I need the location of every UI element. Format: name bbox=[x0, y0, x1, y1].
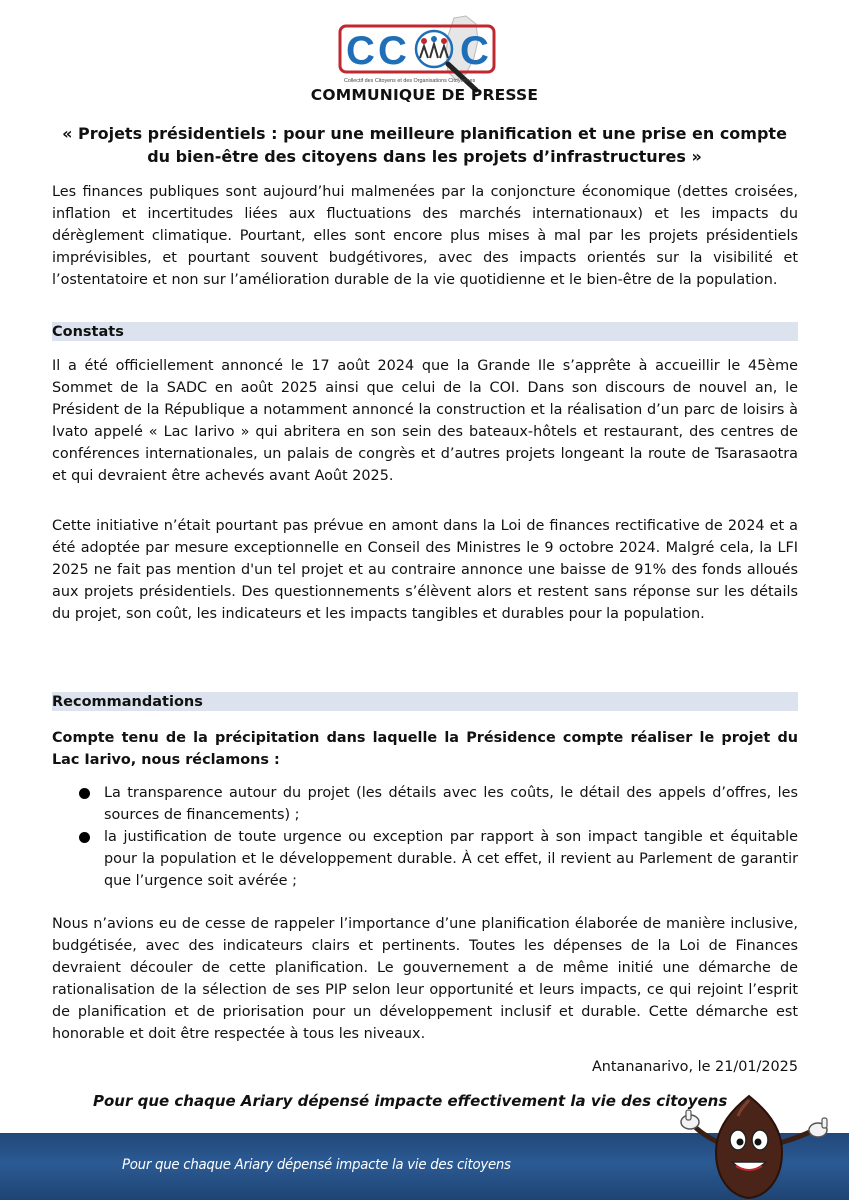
list-item bbox=[52, 782, 798, 826]
recommandations-heading: Recommandations bbox=[52, 692, 798, 711]
press-release-title: « Projets présidentiels : pour une meilleure planification et une prise en compte du bien-être des citoyens dans les projets d’infrastructures » bbox=[62, 124, 787, 166]
svg-text:C: C bbox=[346, 29, 375, 73]
list-item bbox=[52, 826, 798, 892]
svg-text:C: C bbox=[460, 29, 489, 73]
coin-mascot-icon bbox=[664, 1086, 834, 1200]
recommandations-lead: Compte tenu de la précipitation dans laquelle la Présidence compte réaliser le projet du Lac Iarivo, nous réclamons : bbox=[52, 730, 798, 768]
bullet-icon bbox=[79, 788, 90, 799]
ccoc-logo bbox=[336, 14, 518, 96]
svg-text:C: C bbox=[378, 29, 407, 73]
closing-paragraph: Nous n’avions eu de cesse de rappeler l’importance d’une planification élaborée de manière inclusive, budgétisée, avec des indicateurs clairs et pertinents. Toutes les dépenses de la Loi de Finances devraient découler de cette planification. Le gouvernement a de même initié une démarche de rationalisation de la sélection de ses PIP selon leur opportunité et leurs impacts, ce qui rejoint l’esprit de planification et de priorisation pour un développement inclusif et durable. Cette démarche est honorable et doit être respectée à tous les niveaux. bbox=[52, 916, 798, 1042]
constats-paragraph-2: Cette initiative n’était pourtant pas prévue en amont dans la Loi de finances rectificative de 2024 et a été adoptée par mesure exceptionnelle en Conseil des Ministres le 9 octobre 2024. Malgré cela, la LFI 2025 ne fait pas mention d'un tel projet et au contraire annonce une baisse de 91% des fonds alloués aux projets présidentiels. Des questionnements s’élèvent alors et restent sans réponse sur les détails du projet, son coût, les indicateurs et les impacts tangibles et durables pour la population. bbox=[52, 518, 798, 622]
constats-heading: Constats bbox=[52, 322, 798, 341]
place-date: Antananarivo, le 21/01/2025 bbox=[591, 1059, 798, 1075]
constats-paragraph-1: Il a été officiellement annoncé le 17 août 2024 que la Grande Ile s’apprête à accueillir le 45ème Sommet de la SADC en août 2025 ainsi que celui de la COI. Dans son discours de nouvel an, le Président de la République a notamment annoncé la construction et la réalisation d’un parc de loisirs à Ivato appelé « Lac Iarivo » qui abritera en son sein des bateaux-hôtels et restaurant, des centres de conférences internationales, un palais de congrès et d’autres projets longeant la route de Tsarasaotra et qui devraient être achevés avant Août 2025. bbox=[52, 358, 798, 484]
recommandations-list bbox=[52, 782, 798, 892]
logo-tagline: Collectif des Citoyens et des Organisations Citoyennes bbox=[344, 78, 476, 84]
list-item-text: La transparence autour du projet (les détails avec les coûts, le détail des appels d’offres, les sources de financements) ; bbox=[104, 785, 798, 823]
slogan: Pour que chaque Ariary dépensé impacte effectivement la vie des citoyens bbox=[93, 1092, 728, 1110]
bullet-icon bbox=[79, 832, 90, 843]
list-item-text: la justification de toute urgence ou exception par rapport à son impact tangible et équitable pour la population et le développement durable. À cet effet, il revient au Parlement de garantir que l’urgence soit avérée ; bbox=[104, 829, 798, 889]
document-type: COMMUNIQUE DE PRESSE bbox=[310, 86, 539, 104]
intro-paragraph: Les finances publiques sont aujourd’hui malmenées par la conjoncture économique (dettes croisées, inflation et incertitudes liées aux fluctuations des marchés internationaux) et les impacts du dérèglement climatique. Pourtant, elles sont encore plus mises à mal par les projets présidentiels imprévisibles, et pourtant souvent budgétivores, avec des impacts orientés sur la visibilité et l’ostentatoire et non sur l’amélioration durable de la vie quotidienne et le bien-être de la population. bbox=[52, 184, 798, 288]
footer-banner-text: Pour que chaque Ariary dépensé impacte la vie des citoyens bbox=[122, 1157, 511, 1173]
